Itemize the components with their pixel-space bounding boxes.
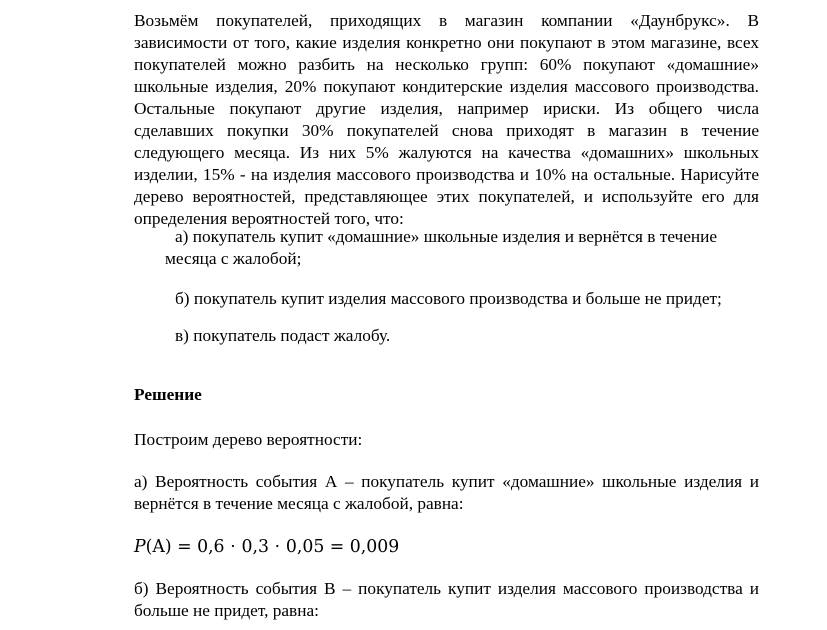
build-tree-text: Построим дерево вероятности: <box>134 430 363 449</box>
formula-a-variable: P <box>134 537 146 557</box>
solution-part-a: а) Вероятность события А – покупатель купит «домашние» школьные изделия и вернётся в течение месяца с жалобой, равна: <box>134 472 759 513</box>
question-b: б) покупатель купит изделия массового производства и больше не придет; <box>175 289 722 308</box>
solution-heading: Решение <box>134 385 202 404</box>
question-c: в) покупатель подаст жалобу. <box>175 326 391 345</box>
problem-statement: Возьмём покупателей, приходящих в магазин компании «Даунбрукс». В зависимости от того, какие изделия конкретно они покупают в этом магазине, всех покупателей можно разбить на несколько групп: 60% покупают «домашние» школьные изделия, 20% покупают кондитерские изделия массового производства. Остальные покупают другие изделия, например ириски. Из общего числа сделавших покупки 30% покупателей снова приходят в магазин в течение следующего месяца. Из них 5% жалуются на качества «домашних» школьных изделии, 15% - на изделия массового производства и 10% на остальные. Нарисуйте дерево вероятностей, представляющее этих покупателей, и используйте его для определения вероятностей того, что: <box>134 11 759 228</box>
question-a: а) покупатель купит «домашние» школьные изделия и вернётся в течение месяца с жалобой; <box>165 227 718 268</box>
solution-part-b: б) Вероятность события В – покупатель купит изделия массового производства и больше не придет, равна: <box>134 579 759 620</box>
formula-a-expression: (A) = 0,6 ⋅ 0,3 ⋅ 0,05 = 0,009 <box>145 537 400 557</box>
formula-a <box>134 536 399 558</box>
